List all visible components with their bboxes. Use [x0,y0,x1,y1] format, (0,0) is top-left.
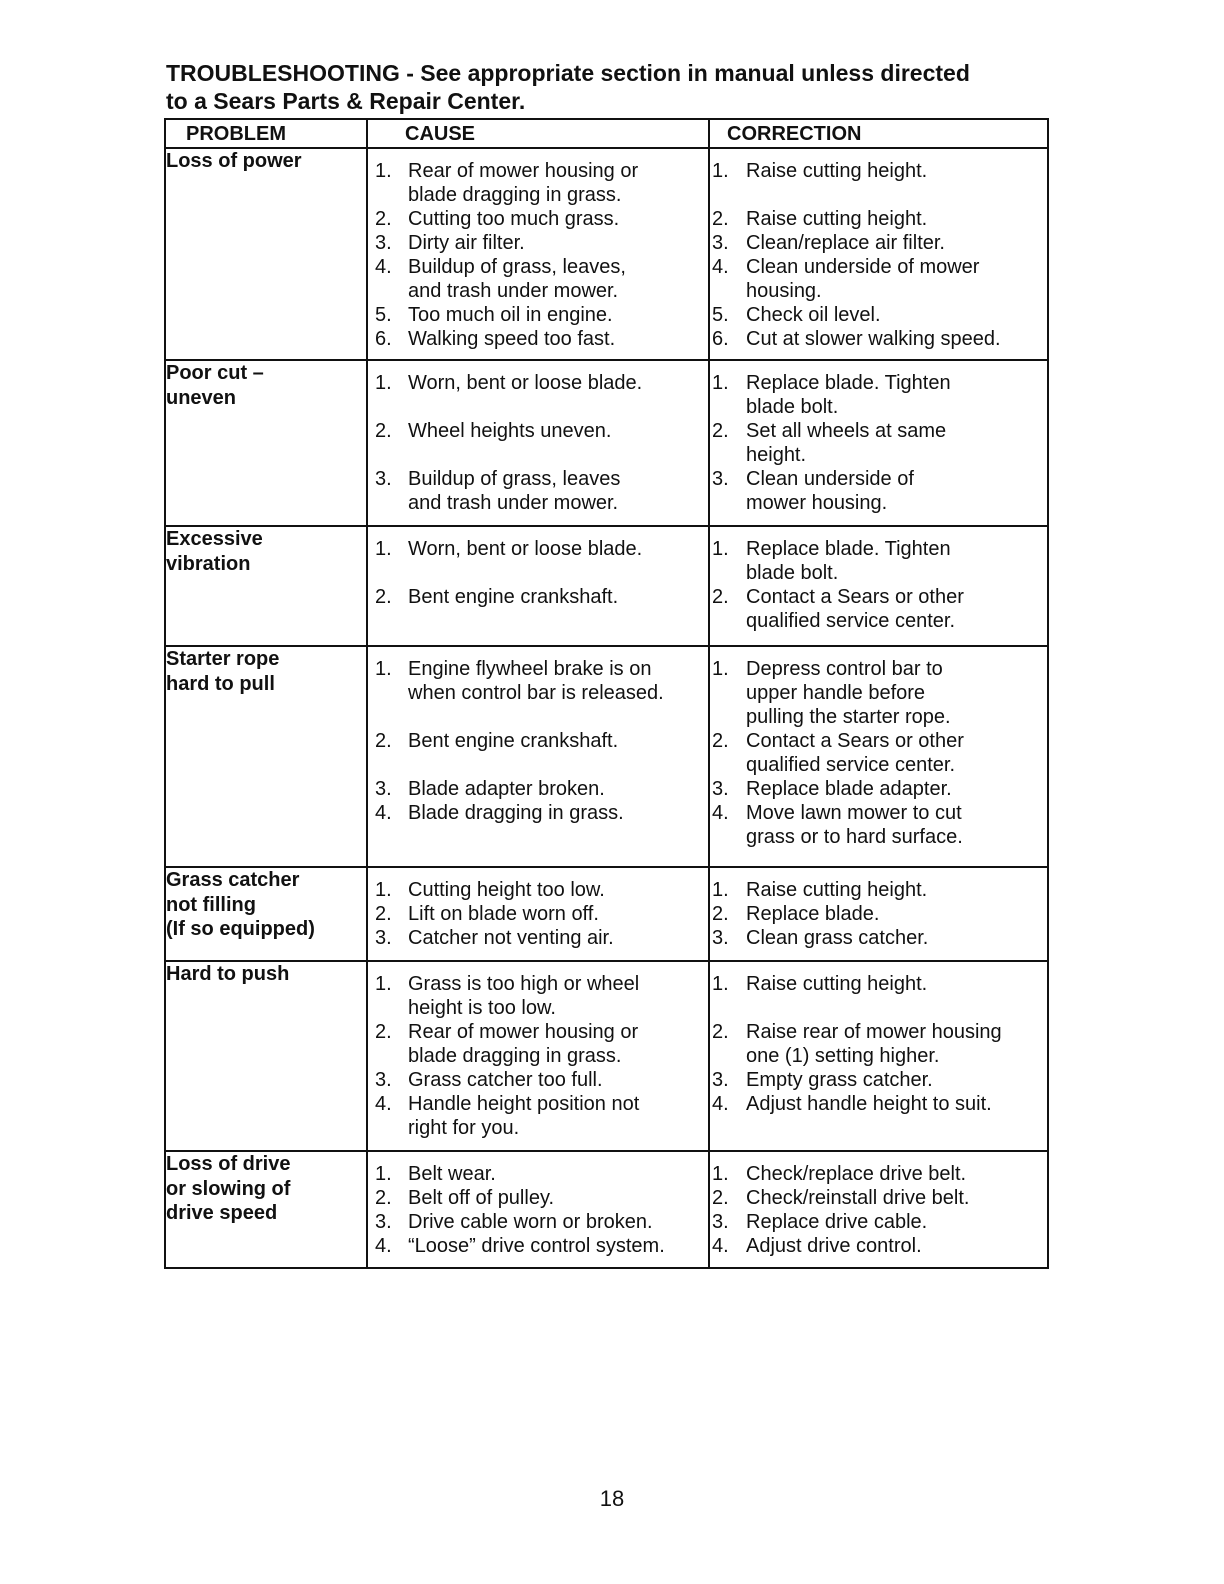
cause-item-text [408,878,605,902]
correction-item-text [746,729,964,777]
correction-item-line: pulling the starter rope. [746,706,951,728]
problem-cell [165,360,367,526]
correction-item [712,1210,927,1234]
cause-item-number: 5. [375,304,392,326]
correction-item-number: 1. [712,973,729,995]
cause-item-number: 2. [375,420,392,442]
cause-item-text [408,467,620,515]
correction-item-number: 4. [712,802,729,824]
cause-cell [367,526,709,646]
correction-item-line: Raise cutting height. [746,208,928,230]
correction-item-line: blade bolt. [746,562,839,584]
correction-item-number: 4. [712,1235,729,1257]
cause-item [375,1068,603,1092]
cause-item-text [408,159,638,207]
correction-cell [709,526,1048,646]
cause-item-number: 1. [375,973,392,995]
cause-item-text [408,801,624,825]
correction-item-text [746,467,914,515]
cause-cell [367,867,709,961]
cause-item-number: 2. [375,730,392,752]
correction-item [712,972,927,996]
correction-item-text [746,327,1001,351]
cause-item-text [408,777,605,801]
cause-item-line: when control bar is released. [408,682,664,704]
table-row [165,148,1048,360]
correction-item-number: 1. [712,1163,729,1185]
cause-item [375,729,618,753]
cause-item-line: Belt off of pulley. [408,1187,555,1209]
correction-item-line: Check oil level. [746,304,881,326]
correction-item-text [746,419,946,467]
correction-cell [709,148,1048,360]
correction-item-number: 1. [712,538,729,560]
correction-item-line: mower housing. [746,492,888,514]
correction-item [712,657,951,729]
correction-item-text [746,1186,969,1210]
cause-item-text [408,419,611,443]
cause-item-line: Worn, bent or loose blade. [408,538,643,560]
correction-item-number: 2. [712,420,729,442]
correction-item-line: Check/replace drive belt. [746,1163,967,1185]
cause-item-line: Cutting too much grass. [408,208,620,230]
correction-item-number: 4. [712,256,729,278]
correction-item [712,1234,922,1258]
correction-item-text [746,1092,992,1116]
problem-label-line: Poor cut – [166,362,264,384]
cause-item-line: Lift on blade worn off. [408,903,599,925]
cause-item-line: Worn, bent or loose blade. [408,372,643,394]
cause-item-number: 1. [375,160,392,182]
correction-item-number: 3. [712,1069,729,1091]
correction-item-number: 2. [712,730,729,752]
correction-item-text [746,255,979,303]
cause-column-header [367,119,709,148]
problem-cell [165,961,367,1151]
correction-item [712,585,964,633]
problem-label-line: Hard to push [166,963,290,985]
cause-item [375,207,619,231]
correction-item-text [746,371,951,419]
cause-item-line: “Loose” drive control system. [408,1235,665,1257]
correction-item [712,231,945,255]
correction-item-text [746,1162,966,1186]
table-row [165,526,1048,646]
cause-item [375,303,613,327]
correction-header-label: CORRECTION [727,122,862,145]
table-row [165,1151,1048,1268]
correction-item [712,159,927,183]
cause-item-line: Rear of mower housing or [408,1021,639,1043]
correction-item-line: Clean/replace air filter. [746,232,945,254]
cause-item-text [408,926,614,950]
correction-item-number: 1. [712,372,729,394]
correction-item-text [746,537,951,585]
problem-cell [165,646,367,867]
correction-item-line: Contact a Sears or other [746,586,964,608]
correction-cell [709,1151,1048,1268]
cause-item [375,467,620,515]
cause-item [375,926,614,950]
cause-item-number: 1. [375,538,392,560]
correction-item-number: 2. [712,586,729,608]
cause-item-line: and trash under mower. [408,492,619,514]
correction-item-text [746,972,927,996]
cause-item-line: Bent engine crankshaft. [408,730,619,752]
correction-item-text [746,231,945,255]
correction-cell [709,961,1048,1151]
cause-item-line: Grass catcher too full. [408,1069,603,1091]
problem-label-line: vibration [166,552,251,575]
correction-item [712,1020,1002,1068]
correction-item-number: 2. [712,903,729,925]
correction-item-line: Replace blade. Tighten [746,538,951,560]
correction-column-header [709,119,1048,148]
correction-item-number: 4. [712,1093,729,1115]
correction-item [712,419,946,467]
correction-item-line: Replace drive cable. [746,1211,928,1233]
cause-item-line: Rear of mower housing or [408,160,639,182]
cause-item [375,801,624,825]
correction-item-number: 2. [712,1021,729,1043]
cause-item-text [408,972,639,1020]
cause-item-number: 4. [375,802,392,824]
cause-item-number: 3. [375,1211,392,1233]
correction-cell [709,360,1048,526]
problem-label-line: hard to pull [166,672,275,695]
cause-item-text [408,1234,665,1258]
correction-item-line: Raise cutting height. [746,160,928,182]
correction-item-text [746,1020,1002,1068]
cause-header-label: CAUSE [405,122,476,145]
problem-cell [165,1151,367,1268]
cause-item-number: 3. [375,232,392,254]
cause-item-text [408,1068,603,1092]
cause-cell [367,646,709,867]
correction-item [712,303,881,327]
correction-item-number: 3. [712,927,729,949]
cause-item-text [408,585,618,609]
cause-item-line: Bent engine crankshaft. [408,586,619,608]
cause-item-line: Catcher not venting air. [408,927,614,949]
correction-item-text [746,159,927,183]
cause-item [375,1092,639,1140]
cause-item-number: 3. [375,1069,392,1091]
correction-item-number: 1. [712,160,729,182]
correction-item-text [746,926,928,950]
correction-item-line: qualified service center. [746,610,956,632]
cause-item-text [408,1186,554,1210]
cause-item [375,1210,653,1234]
correction-item-text [746,657,951,729]
cause-item [375,878,605,902]
cause-cell [367,961,709,1151]
cause-item-line: Engine flywheel brake is on [408,658,652,680]
cause-cell [367,148,709,360]
cause-item-text [408,1092,639,1140]
correction-item-number: 3. [712,232,729,254]
cause-item-line: and trash under mower. [408,280,619,302]
cause-item-text [408,327,615,351]
correction-item-line: Check/reinstall drive belt. [746,1187,970,1209]
correction-item-line: height. [746,444,807,466]
correction-item-line: Clean underside of mower [746,256,980,278]
cause-item-line: Blade adapter broken. [408,778,605,800]
cause-item-text [408,207,619,231]
correction-item [712,801,963,849]
correction-item-line: upper handle before [746,682,926,704]
correction-item-line: housing. [746,280,822,302]
correction-item [712,1068,933,1092]
cause-item-text [408,231,525,255]
cause-item [375,231,525,255]
correction-item-line: Cut at slower walking speed. [746,328,1001,350]
cause-item-line: Belt wear. [408,1163,496,1185]
cause-item-text [408,1210,653,1234]
correction-item-text [746,801,963,849]
cause-cell [367,1151,709,1268]
correction-item-number: 1. [712,658,729,680]
cause-item [375,1234,665,1258]
correction-item-number: 3. [712,1211,729,1233]
cause-item-number: 2. [375,903,392,925]
problem-label-line: Excessive [166,528,263,550]
correction-item-line: Clean grass catcher. [746,927,929,949]
problem-label-line: Grass catcher [166,869,300,891]
cause-item-number: 1. [375,658,392,680]
cause-cell [367,360,709,526]
cause-item-number: 2. [375,1021,392,1043]
correction-item [712,1186,969,1210]
header-row [165,119,1048,148]
troubleshooting-table [164,118,1049,1269]
page-number: 18 [599,1486,625,1511]
correction-item [712,1092,992,1116]
cause-item-line: Cutting height too low. [408,879,605,901]
problem-label-line: or slowing of [166,1177,291,1200]
table-row [165,867,1048,961]
problem-cell [165,148,367,360]
cause-item-number: 2. [375,586,392,608]
cause-item-number: 1. [375,372,392,394]
cause-item [375,419,611,443]
correction-item-text [746,1068,933,1092]
cause-item [375,585,618,609]
cause-item [375,159,638,207]
correction-item-text [746,878,927,902]
cause-item [375,537,642,561]
problem-label-line: (If so equipped) [166,918,315,940]
cause-item-text [408,255,626,303]
cause-item [375,972,639,1020]
heading-line-1: TROUBLESHOOTING - See appropriate section in manual unless directed [166,60,970,86]
correction-item-line: Set all wheels at same [746,420,947,442]
cause-item [375,902,599,926]
cause-item-number: 6. [375,328,392,350]
correction-item-text [746,1234,922,1258]
page-heading [166,59,1066,115]
correction-item-line: Replace blade. [746,903,880,925]
correction-item-line: Replace blade adapter. [746,778,952,800]
problem-column-header [165,119,367,148]
cause-item-text [408,729,618,753]
correction-item-number: 6. [712,328,729,350]
correction-item [712,926,928,950]
correction-cell [709,646,1048,867]
correction-item [712,371,951,419]
heading-line-2: to a Sears Parts & Repair Center. [166,88,526,114]
cause-item-line: Blade dragging in grass. [408,802,624,824]
cause-item-text [408,371,642,395]
cause-item-number: 4. [375,1235,392,1257]
correction-item [712,467,914,515]
cause-item [375,1186,554,1210]
cause-item-line: height is too low. [408,997,556,1019]
correction-cell [709,867,1048,961]
cause-item-line: Drive cable worn or broken. [408,1211,653,1233]
problem-cell [165,526,367,646]
cause-item-line: Grass is too high or wheel [408,973,640,995]
correction-item-line: qualified service center. [746,754,956,776]
cause-item [375,777,605,801]
problem-label-line: uneven [166,386,237,409]
cause-item-number: 2. [375,1187,392,1209]
correction-item-line: Adjust drive control. [746,1235,922,1257]
cause-item-number: 1. [375,1163,392,1185]
cause-item [375,327,615,351]
cause-item-line: Buildup of grass, leaves, [408,256,626,278]
correction-item [712,777,952,801]
problem-label-line: not filling [166,893,256,916]
correction-item-line: Move lawn mower to cut [746,802,962,824]
cause-item-number: 2. [375,208,392,230]
correction-item-text [746,902,879,926]
correction-item [712,729,964,777]
correction-item [712,207,927,231]
cause-item-text [408,1162,496,1186]
cause-item-line: blade dragging in grass. [408,1045,622,1067]
cause-item-number: 1. [375,879,392,901]
table-row [165,646,1048,867]
cause-item-text [408,902,599,926]
cause-item-line: blade dragging in grass. [408,184,622,206]
correction-item-number: 5. [712,304,729,326]
correction-item [712,327,1001,351]
cause-item-line: right for you. [408,1117,520,1139]
correction-item-text [746,1210,927,1234]
problem-label-line: Starter rope [166,648,280,670]
correction-item-line: Raise cutting height. [746,879,928,901]
problem-cell [165,867,367,961]
correction-item-number: 2. [712,1187,729,1209]
correction-item [712,1162,966,1186]
correction-item-number: 2. [712,208,729,230]
problem-label-line: drive speed [166,1202,278,1224]
correction-item-line: Empty grass catcher. [746,1069,933,1091]
cause-item-text [408,303,613,327]
table-body [165,148,1048,1268]
correction-item-line: Raise cutting height. [746,973,928,995]
correction-item-line: Clean underside of [746,468,914,490]
cause-item [375,1162,496,1186]
cause-item-line: Handle height position not [408,1093,640,1115]
table-row [165,360,1048,526]
correction-item-number: 1. [712,879,729,901]
cause-item-line: Too much oil in engine. [408,304,613,326]
cause-item-number: 3. [375,778,392,800]
correction-item-line: blade bolt. [746,396,839,418]
cause-item-line: Walking speed too fast. [408,328,616,350]
correction-item-number: 3. [712,468,729,490]
cause-item-number: 3. [375,927,392,949]
cause-item [375,657,664,705]
cause-item-text [408,537,642,561]
cause-item-line: Wheel heights uneven. [408,420,612,442]
correction-item [712,255,979,303]
correction-item-number: 3. [712,778,729,800]
correction-item [712,537,951,585]
problem-label-line: Loss of drive [166,1153,291,1175]
cause-item-number: 3. [375,468,392,490]
correction-item-text [746,777,952,801]
problem-header-label: PROBLEM [186,122,286,145]
correction-item-line: Raise rear of mower housing [746,1021,1002,1043]
problem-label-line: Loss of power [166,150,302,172]
correction-item-line: Depress control bar to [746,658,943,680]
correction-item-line: one (1) setting higher. [746,1045,940,1067]
correction-item-text [746,303,881,327]
cause-item [375,255,626,303]
correction-item-line: grass or to hard surface. [746,826,963,848]
correction-item-line: Replace blade. Tighten [746,372,951,394]
cause-item-number: 4. [375,1093,392,1115]
cause-item-line: Buildup of grass, leaves [408,468,621,490]
correction-item-text [746,585,964,633]
correction-item [712,902,879,926]
cause-item-text [408,1020,638,1068]
cause-item-line: Dirty air filter. [408,232,525,254]
correction-item-text [746,207,927,231]
correction-item-line: Contact a Sears or other [746,730,964,752]
correction-item-line: Adjust handle height to suit. [746,1093,992,1115]
correction-item [712,878,927,902]
cause-item [375,1020,638,1068]
cause-item-number: 4. [375,256,392,278]
table-row [165,961,1048,1151]
cause-item-text [408,657,664,705]
cause-item [375,371,642,395]
